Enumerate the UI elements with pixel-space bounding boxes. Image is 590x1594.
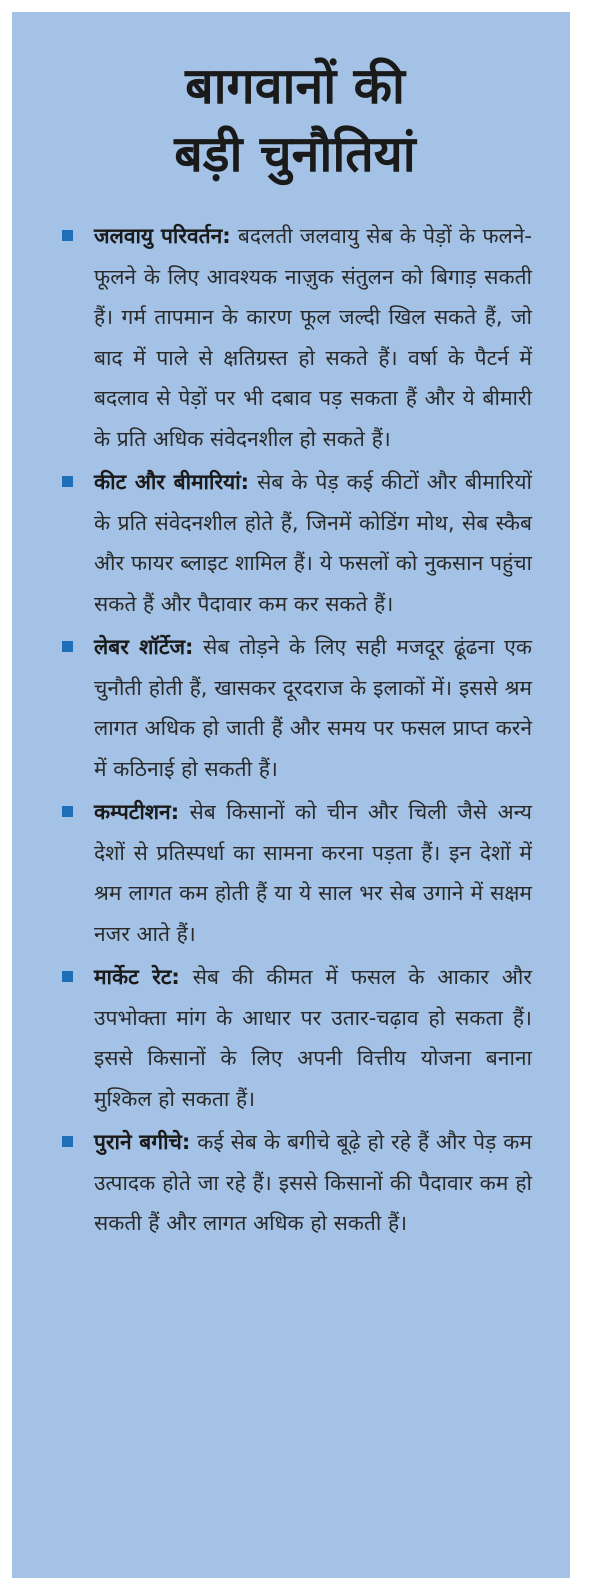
challenge-text: बदलती जलवायु सेब के पेड़ों के फलने-फूलने के लिए आवश्यक नाज़ुक संतुलन को बिगाड़ सकती हैं। गर्म तापमान के कारण फूल जल्दी खिल सकते हैं, जो बाद में पाले से क्षतिग्रस्त हो सकते हैं। वर्षा के पैटर्न में बदलाव से पेड़ों पर भी दबाव पड़ सकता हैं और ये बीमारी के प्रति अधिक संवेदनशील हो सकते हैं। [94, 224, 532, 451]
square-bullet-icon [62, 1136, 73, 1147]
challenge-term: कीट और बीमारियां: [94, 470, 250, 494]
challenge-list [58, 216, 532, 1244]
challenge-item-pests-diseases [58, 462, 532, 624]
challenge-term: पुराने बगीचे: [94, 1130, 191, 1154]
challenge-item-old-orchards [58, 1122, 532, 1244]
title-line-1: बागवानों की [185, 57, 405, 115]
challenge-item-climate-change [58, 216, 532, 459]
title-line-2: बड़ी चुनौतियां [174, 125, 416, 183]
square-bullet-icon [62, 971, 73, 982]
square-bullet-icon [62, 806, 73, 817]
challenge-text: कई सेब के बगीचे बूढ़े हो रहे हैं और पेड़ कम उत्पादक होते जा रहे हैं। इससे किसानों की पैदावार कम हो सकती हैं और लागत अधिक हो सकती हैं। [94, 1130, 532, 1235]
challenge-item-market-rate [58, 957, 532, 1119]
square-bullet-icon [62, 230, 73, 241]
challenge-text: सेब की कीमत में फसल के आकार और उपभोक्ता मांग के आधार पर उतार-चढ़ाव हो सकता हैं। इससे किसानों के लिए अपनी वित्तीय योजना बनाना मुश्किल हो सकता हैं। [94, 965, 532, 1111]
challenge-text: सेब के पेड़ कई कीटों और बीमारियों के प्रति संवेदनशील होते हैं, जिनमें कोडिंग मोथ, सेब स्कैब और फायर ब्लाइट शामिल हैं। ये फसलों को नुकसान पहुंचा सकते हैं और पैदावार कम कर सकते हैं। [94, 470, 532, 616]
square-bullet-icon [62, 476, 73, 487]
challenge-term: कम्पटीशन: [94, 800, 180, 824]
challenge-text: सेब किसानों को चीन और चिली जैसे अन्य देशों से प्रतिस्पर्धा का सामना करना पड़ता हैं। इन देशों में श्रम लागत कम होती हैं या ये साल भर सेब उगाने में सक्षम नजर आते हैं। [94, 800, 532, 946]
challenge-item-competition [58, 792, 532, 954]
challenge-term: लेबर शॉर्टेज: [94, 635, 194, 659]
challenge-item-labour-shortage [58, 627, 532, 789]
challenge-text: सेब तोड़ने के लिए सही मजदूर ढूंढना एक चुनौती होती हैं, खासकर दूरदराज के इलाकों में। इससे श्रम लागत अधिक हो जाती हैं और समय पर फसल प्राप्त करने में कठिनाई हो सकती हैं। [94, 635, 533, 781]
square-bullet-icon [62, 641, 73, 652]
panel-title [58, 52, 532, 188]
challenge-term: जलवायु परिवर्तन: [94, 224, 231, 248]
challenge-term: मार्केट रेट: [94, 965, 180, 989]
challenges-panel [12, 12, 570, 1578]
